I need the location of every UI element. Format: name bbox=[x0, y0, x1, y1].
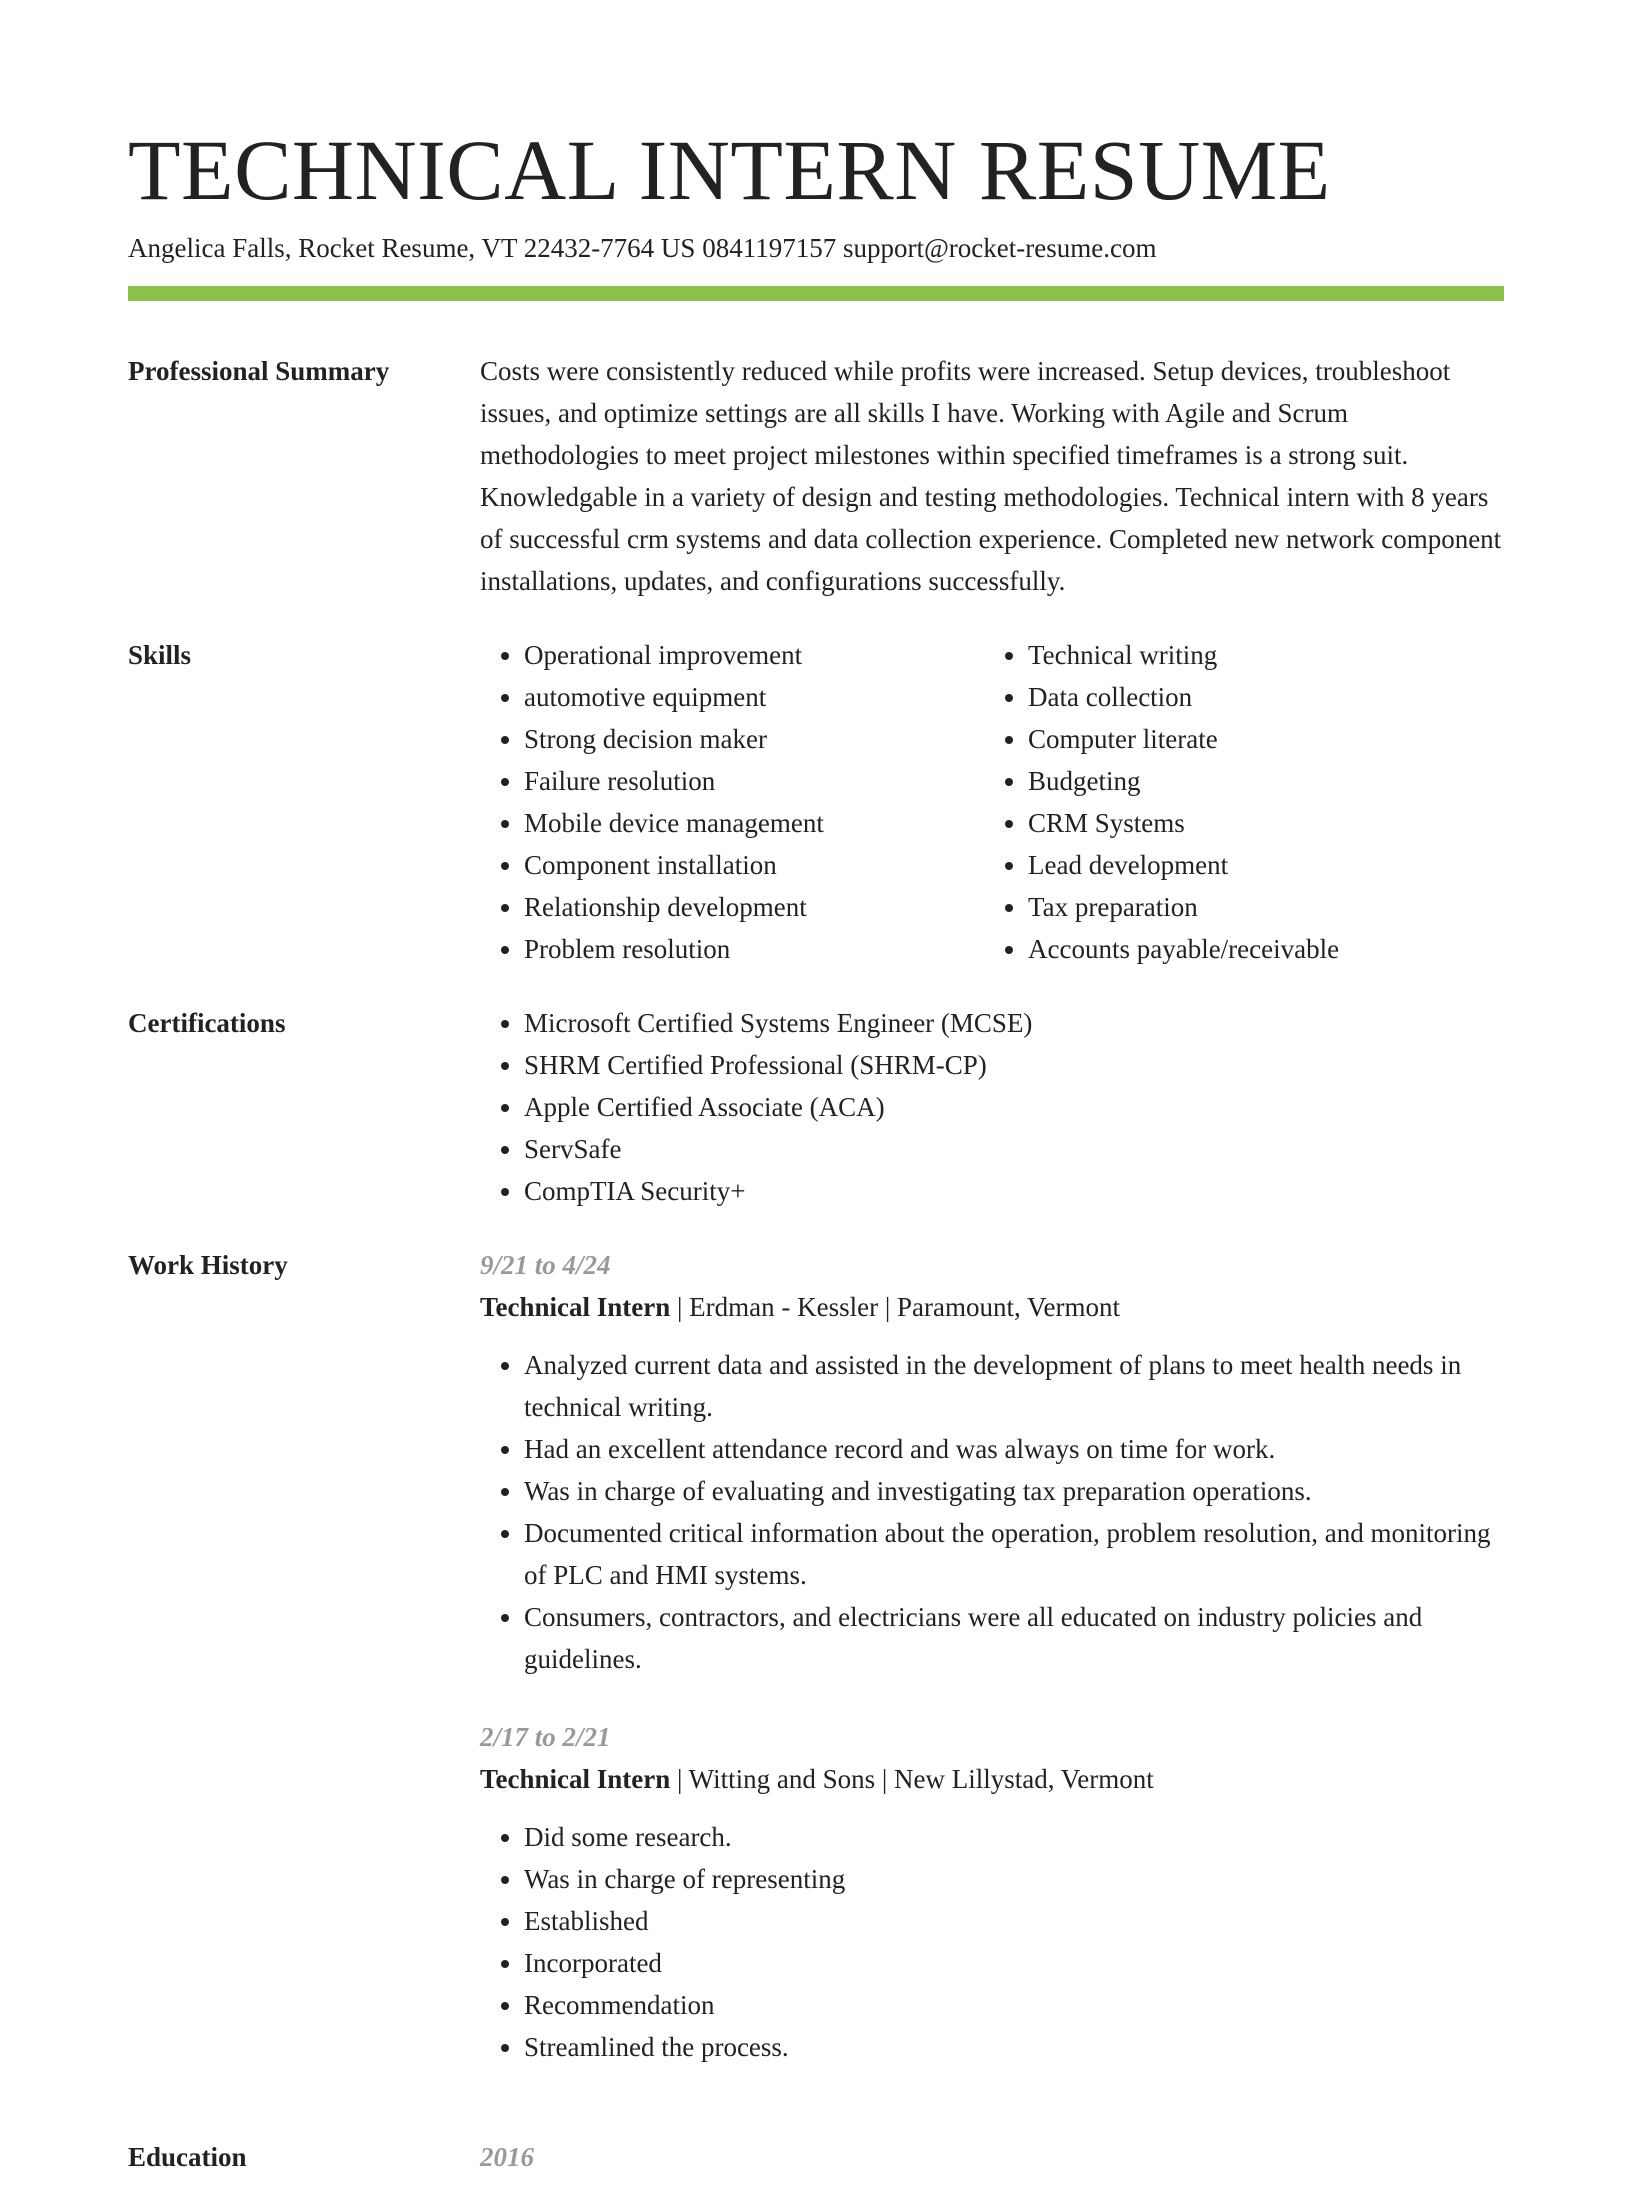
job-bullet: • Consumers, contractors, and electricians were all educated on industry policies and guidelines. bbox=[524, 1596, 1504, 1680]
skill-item: • Data collection bbox=[1028, 676, 1528, 718]
summary-text: Costs were consistently reduced while profits were increased. Setup devices, troubleshoot issues, and optimize settings are all skills I have. Working with Agile and Scrum methodologies to meet project milestones within specified timeframes is a strong suit. Knowledgable in a variety of design and testing methodologies. Technical intern with 8 years of successful crm systems and data collection experience. Completed new network component installations, updates, and configurations successfully. bbox=[480, 356, 1502, 596]
job-dates: 2/17 to 2/21 bbox=[480, 1722, 611, 1752]
job-bullet: • Had an excellent attendance record and was always on time for work. bbox=[524, 1428, 1504, 1470]
skill-item: • Mobile device management bbox=[524, 802, 984, 844]
job-dates: 9/21 to 4/24 bbox=[480, 1250, 611, 1280]
job-bullet: • Streamlined the process. bbox=[524, 2026, 1504, 2068]
work-history-body bbox=[480, 1244, 1504, 2104]
job-title: Technical Intern bbox=[480, 1764, 671, 1794]
skill-item: • Technical writing bbox=[1028, 634, 1528, 676]
job-bullet: • Analyzed current data and assisted in the development of plans to meet health needs in technical writing. bbox=[524, 1344, 1504, 1428]
section-label-skills: Skills bbox=[128, 640, 192, 670]
certification-item: • Microsoft Certified Systems Engineer (MCSE) bbox=[524, 1002, 1504, 1044]
summary-body bbox=[480, 350, 1504, 602]
skill-item: • Accounts payable/receivable bbox=[1028, 928, 1528, 970]
job-bullet: • Established bbox=[524, 1900, 1504, 1942]
job-bullet: • Incorporated bbox=[524, 1942, 1504, 1984]
job-employer-location: | Erdman - Kessler | Paramount, Vermont bbox=[670, 1292, 1120, 1322]
contact-line: Angelica Falls, Rocket Resume, VT 22432-7764 US 0841197157 support@rocket-resume.com bbox=[128, 233, 1157, 263]
skill-item: • CRM Systems bbox=[1028, 802, 1528, 844]
certification-item: • SHRM Certified Professional (SHRM-CP) bbox=[524, 1044, 1504, 1086]
job-heading bbox=[480, 1758, 1504, 1800]
section-label-education: Education bbox=[128, 2142, 247, 2172]
job-bullets bbox=[480, 1816, 1504, 2068]
job-heading bbox=[480, 1286, 1504, 1328]
skill-item: • Problem resolution bbox=[524, 928, 984, 970]
section-summary bbox=[128, 350, 1504, 602]
resume-title: TECHNICAL INTERN RESUME bbox=[128, 122, 1331, 218]
section-certifications bbox=[128, 1002, 1504, 1212]
skill-item: • Lead development bbox=[1028, 844, 1528, 886]
job-bullet: • Was in charge of evaluating and investigating tax preparation operations. bbox=[524, 1470, 1504, 1512]
education-dates: 2016 bbox=[480, 2142, 534, 2172]
resume-content bbox=[128, 350, 1504, 2210]
job-title: Technical Intern bbox=[480, 1292, 671, 1322]
header-divider bbox=[128, 286, 1504, 301]
job-bullets bbox=[480, 1344, 1504, 1680]
skills-column-1 bbox=[480, 634, 984, 970]
job-bullet: • Did some research. bbox=[524, 1816, 1504, 1858]
section-work-history bbox=[128, 1244, 1504, 2104]
certification-item: • Apple Certified Associate (ACA) bbox=[524, 1086, 1504, 1128]
job-bullet: • Was in charge of representing bbox=[524, 1858, 1504, 1900]
certification-item: • ServSafe bbox=[524, 1128, 1504, 1170]
certifications-body bbox=[480, 1002, 1504, 1212]
skill-item: • Failure resolution bbox=[524, 760, 984, 802]
job-employer-location: | Witting and Sons | New Lillystad, Vermont bbox=[670, 1764, 1154, 1794]
section-label-certifications: Certifications bbox=[128, 1008, 286, 1038]
skill-item: • automotive equipment bbox=[524, 676, 984, 718]
job-bullet: • Documented critical information about the operation, problem resolution, and monitoring of PLC and HMI systems. bbox=[524, 1512, 1504, 1596]
job-bullet: • Recommendation bbox=[524, 1984, 1504, 2026]
skills-column-2 bbox=[984, 634, 1528, 970]
skill-item: • Computer literate bbox=[1028, 718, 1528, 760]
skill-item: • Operational improvement bbox=[524, 634, 984, 676]
certifications-list bbox=[480, 1002, 1504, 1212]
section-education bbox=[128, 2136, 1504, 2178]
skill-item: • Tax preparation bbox=[1028, 886, 1528, 928]
skill-item: • Budgeting bbox=[1028, 760, 1528, 802]
section-skills bbox=[128, 634, 1504, 970]
skill-item: • Relationship development bbox=[524, 886, 984, 928]
job-entry bbox=[480, 1244, 1504, 1680]
section-label-work-history: Work History bbox=[128, 1250, 288, 1280]
job-entry bbox=[480, 1716, 1504, 2068]
skill-item: • Strong decision maker bbox=[524, 718, 984, 760]
skill-item: • Component installation bbox=[524, 844, 984, 886]
certification-item: • CompTIA Security+ bbox=[524, 1170, 1504, 1212]
skills-body bbox=[480, 634, 1528, 970]
section-label-summary: Professional Summary bbox=[128, 356, 390, 386]
education-body bbox=[480, 2136, 1504, 2178]
